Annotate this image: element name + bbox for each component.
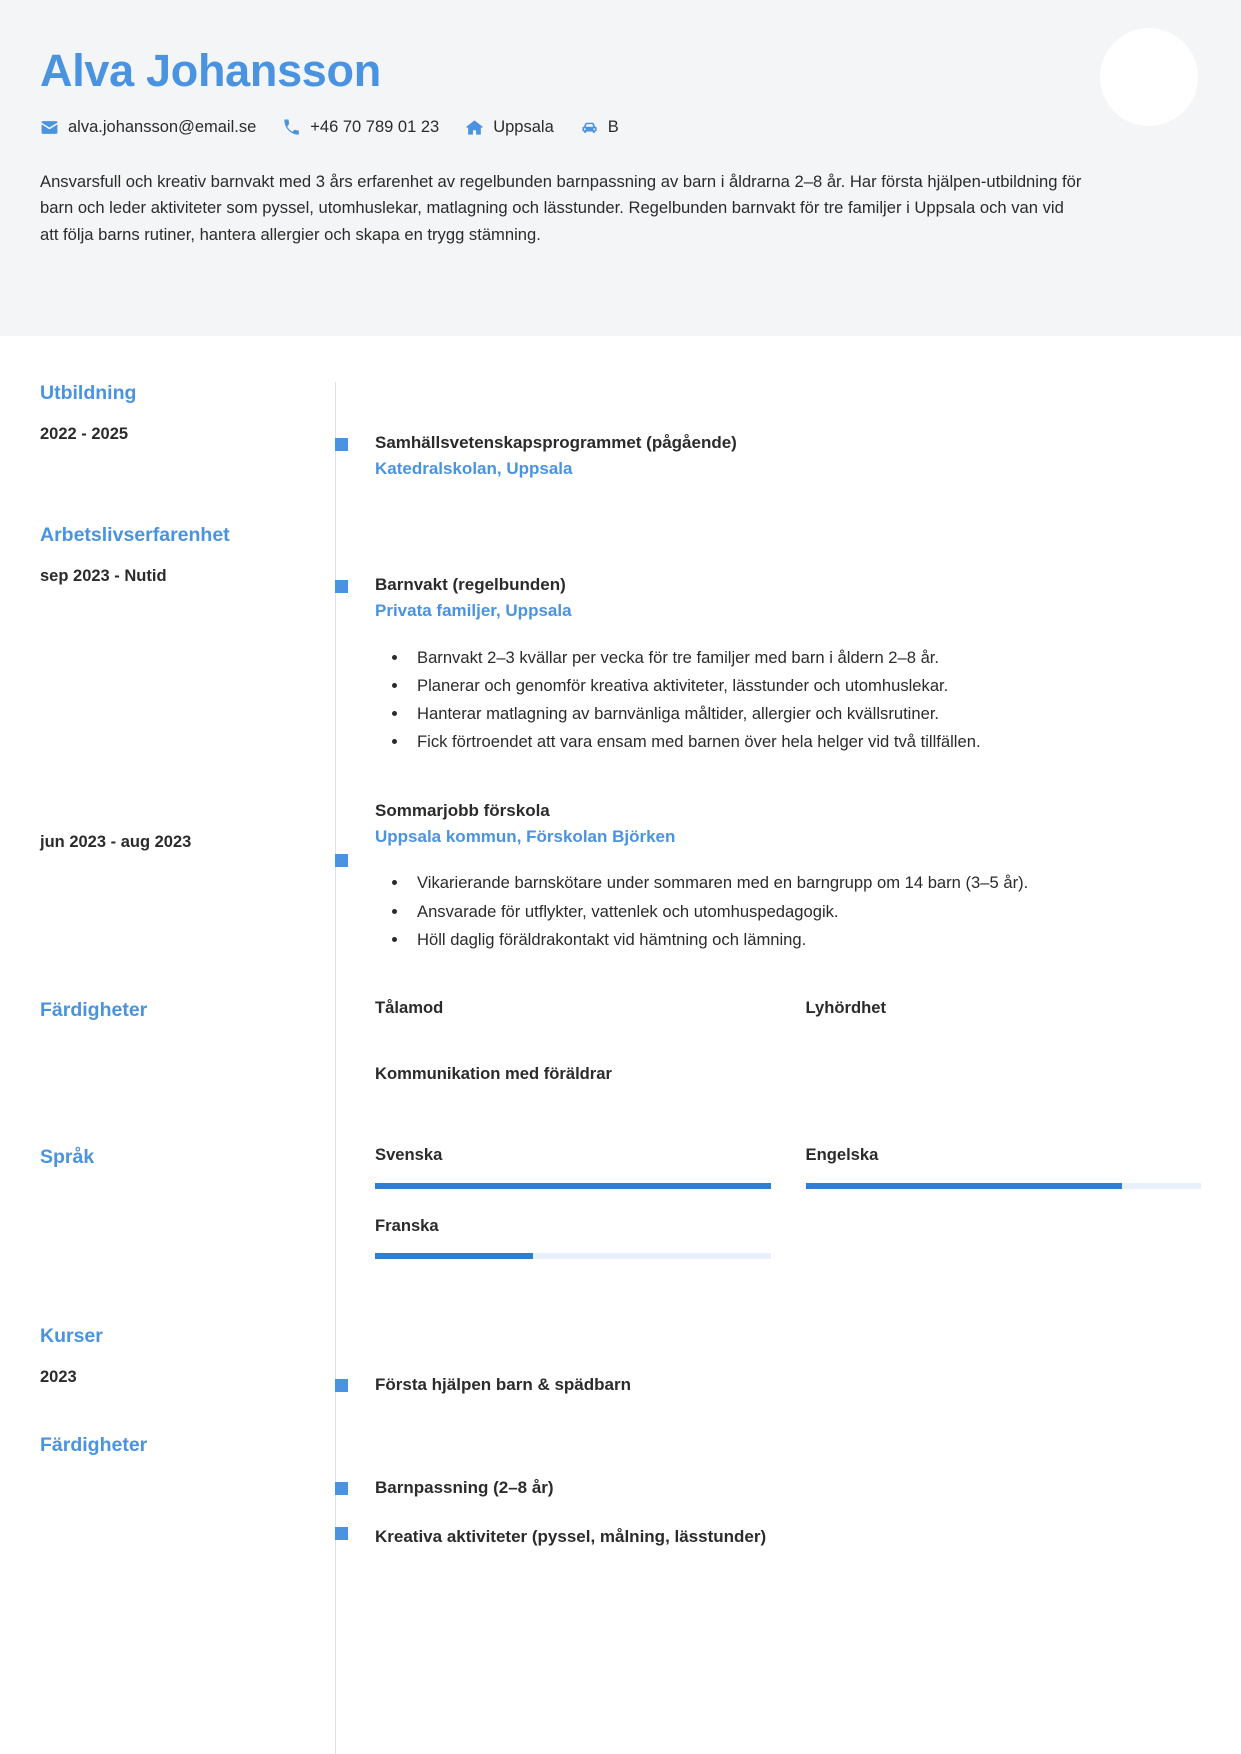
experience-entry-employer: Uppsala kommun, Förskolan Björken (375, 826, 676, 846)
section-title-languages: Språk (40, 1146, 95, 1169)
skill-item (806, 997, 1202, 1019)
language-item (375, 1215, 771, 1260)
skills-bottom-right (375, 1434, 1201, 1549)
section-title-skills-top: Färdigheter (40, 999, 148, 1022)
section-courses (40, 1325, 1201, 1397)
list-item: • Vikarierande barnskötare under sommaren med en barngrupp om 14 barn (3–5 år). (409, 870, 1201, 896)
experience-marker-col (335, 524, 375, 955)
skills-grid (375, 997, 1201, 1128)
language-level-track (375, 1183, 771, 1189)
contact-location-label: Uppsala (493, 117, 554, 136)
experience-entry-employer: Privata familjer, Uppsala (375, 600, 572, 620)
section-title-courses: Kurser (40, 1325, 103, 1348)
language-level-track (806, 1183, 1202, 1189)
courses-left (40, 1325, 335, 1397)
skill-entry-title: Kreativa aktiviteter (pyssel, målning, lässtunder) (375, 1527, 767, 1547)
language-level-fill (375, 1183, 771, 1189)
timeline-marker (335, 854, 348, 867)
contact-phone[interactable] (282, 118, 439, 137)
experience-date-1: sep 2023 - Nutid (40, 567, 167, 586)
experience-date-2: jun 2023 - aug 2023 (40, 832, 192, 851)
section-skills-top (40, 999, 1201, 1128)
language-level-track (375, 1253, 771, 1259)
language-name: Engelska (805, 1145, 879, 1165)
cv-body (0, 382, 1241, 1549)
skills-bottom-left (40, 1434, 335, 1549)
skills-top-right (375, 999, 1201, 1128)
languages-grid (375, 1144, 1201, 1285)
skill-item (375, 997, 771, 1019)
section-experience (40, 524, 1201, 955)
contact-email[interactable] (40, 118, 256, 137)
contact-phone-label: +46 70 789 01 23 (310, 117, 440, 136)
language-item (806, 1144, 1202, 1189)
section-languages (40, 1146, 1201, 1285)
timeline-marker (335, 1482, 348, 1495)
contact-email-label: alva.johansson@email.se (68, 117, 257, 136)
list-item: • Hanterar matlagning av barnvänliga måltider, allergier och kvällsrutiner. (409, 701, 1201, 727)
skills-top-left (40, 999, 335, 1128)
timeline-marker (335, 1379, 348, 1392)
page-title: Alva Johansson (40, 45, 381, 96)
courses-right (375, 1325, 1201, 1397)
list-item: • Planerar och genomför kreativa aktiviteter, lässtunder och utomhuslekar. (409, 673, 1201, 699)
language-level-fill (806, 1183, 1122, 1189)
contact-row (40, 118, 1201, 137)
skills-bottom-marker-col (335, 1434, 375, 1549)
education-entry-title: Samhällsvetenskapsprogrammet (pågående) (375, 433, 737, 452)
skills-top-marker-col (335, 999, 375, 1128)
home-icon (465, 118, 484, 137)
skill-item (375, 1063, 771, 1085)
languages-right (375, 1146, 1201, 1285)
section-title-skills-bottom: Färdigheter (40, 1434, 148, 1457)
list-item: • Höll daglig föräldrakontakt vid hämtning och lämning. (409, 927, 1201, 953)
experience-bullets (375, 645, 1201, 756)
course-title: Första hjälpen barn & spädbarn (375, 1375, 631, 1395)
skill-entry-title: Barnpassning (2–8 år) (375, 1478, 554, 1498)
experience-bullets (375, 870, 1201, 953)
section-title-education: Utbildning (40, 382, 137, 404)
contact-location (465, 118, 554, 137)
experience-entry (375, 800, 1201, 953)
cv-header (0, 0, 1241, 336)
languages-left (40, 1146, 335, 1285)
email-icon (40, 118, 59, 137)
courses-marker-col (335, 1325, 375, 1397)
skill-name: Tålamod (375, 998, 444, 1018)
languages-marker-col (335, 1146, 375, 1285)
profile-summary: Ansvarsfull och kreativ barnvakt med 3 års erfarenhet av regelbunden barnpassning av barn i åldrarna 2–8 år. Har första hjälpen-utbildning för barn och leder aktiviteter som pyssel, utomhuslekar, matlagning och lässtunder. Regelbunden barnvakt för tre familjer i Uppsala och van vid att följa barns rutiner, hantera allergier och skapa en trygg stämning. (40, 171, 1082, 245)
language-name: Franska (375, 1215, 439, 1235)
phone-icon (282, 118, 301, 137)
experience-right (375, 524, 1201, 955)
language-name: Svenska (375, 1145, 443, 1165)
contact-driving-license (580, 118, 619, 137)
list-item: • Ansvarade för utflykter, vattenlek och utomhuspedagogik. (409, 899, 1201, 925)
education-right (375, 382, 1201, 481)
experience-entry-title: Sommarjobb förskola (375, 800, 550, 820)
contact-driving-license-label: B (607, 117, 619, 136)
skill-name: Lyhördhet (805, 998, 887, 1018)
section-skills-bottom (40, 1434, 1201, 1549)
education-entry-school: Katedralskolan, Uppsala (375, 458, 573, 478)
education-left (40, 382, 335, 481)
section-title-experience: Arbetslivserfarenhet (40, 523, 230, 546)
section-education (40, 382, 1201, 481)
education-marker-col (335, 382, 375, 481)
list-item: • Fick förtroendet att vara ensam med barnen över hela helger vid två tillfällen. (409, 729, 1201, 755)
avatar (1100, 28, 1198, 126)
language-level-fill (375, 1253, 533, 1259)
experience-entry (375, 574, 1201, 756)
timeline-marker (335, 438, 348, 451)
experience-entry-title: Barnvakt (regelbunden) (375, 574, 566, 594)
experience-left (40, 524, 335, 955)
timeline-marker (335, 580, 348, 593)
language-item (375, 1144, 771, 1189)
timeline-marker (335, 1527, 348, 1540)
list-item: • Barnvakt 2–3 kvällar per vecka för tre familjer med barn i åldern 2–8 år. (409, 645, 1201, 671)
education-date: 2022 - 2025 (40, 425, 129, 444)
skill-name: Kommunikation med föräldrar (375, 1063, 612, 1083)
car-icon (580, 118, 599, 137)
course-date: 2023 (40, 1367, 77, 1386)
